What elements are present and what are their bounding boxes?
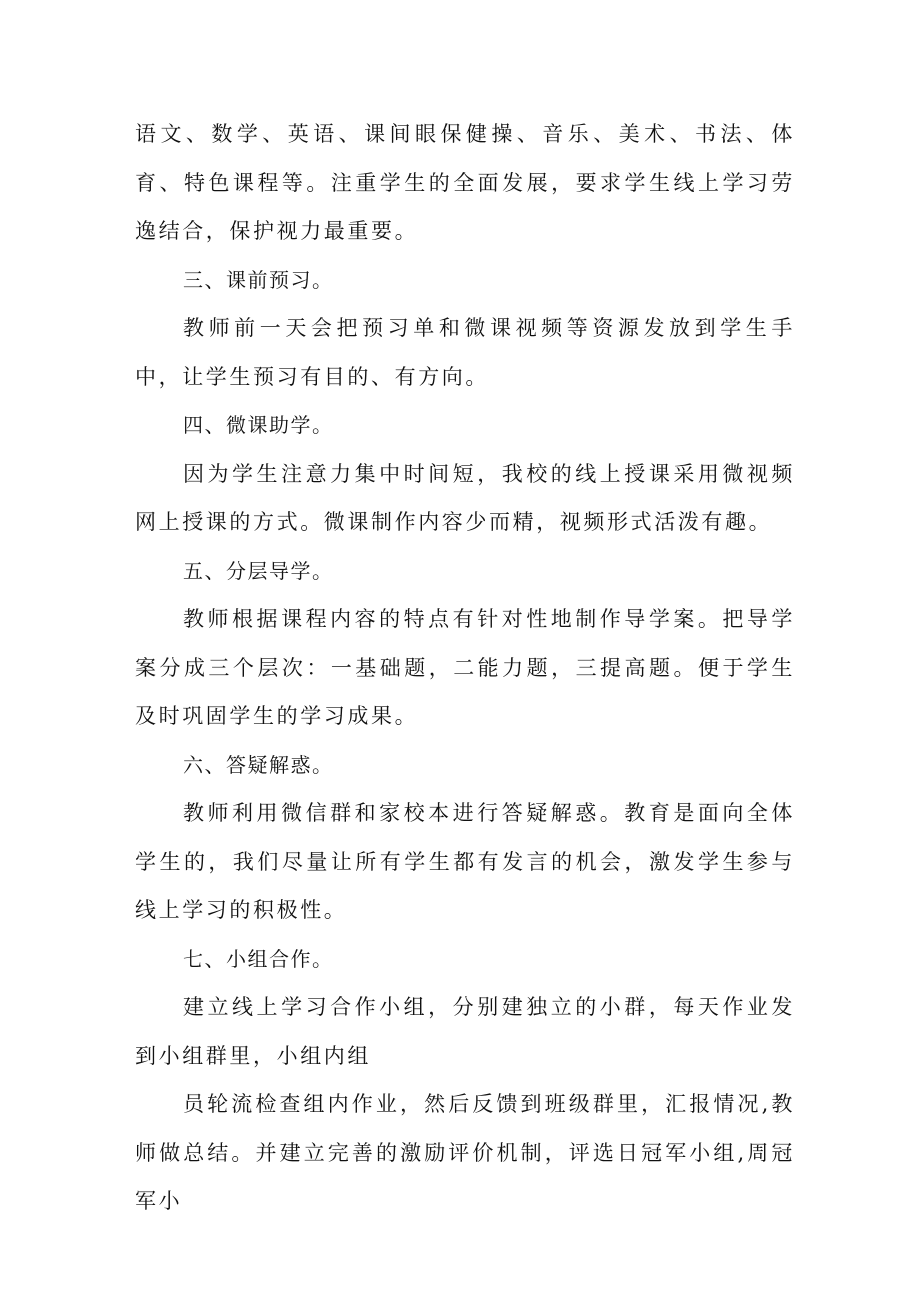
paragraph-subjects: 语文、数学、英语、课间眼保健操、音乐、美术、书法、体育、特色课程等。注重学生的全面发展，要求学生线上学习劳逸结合，保护视力最重要。 <box>135 122 795 243</box>
paragraph-q-and-a: 教师利用微信群和家校本进行答疑解惑。教育是面向全体学生的，我们尽量让所有学生都有发言的机会，激发学生参与线上学习的积极性。 <box>135 801 795 922</box>
heading-tiered-guidance: 五、分层导学。 <box>183 558 334 583</box>
heading-q-and-a: 六、答疑解惑。 <box>183 752 334 777</box>
paragraph-group-cooperation: 建立线上学习合作小组，分别建独立的小群，每天作业发到小组群里，小组内组 <box>135 995 795 1068</box>
heading-group-cooperation: 七、小组合作。 <box>183 946 334 971</box>
paragraph-tiered-guidance: 教师根据课程内容的特点有针对性地制作导学案。把导学案分成三个层次：一基础题，二能力题，三提高题。便于学生及时巩固学生的学习成果。 <box>135 607 795 728</box>
heading-preview: 三、课前预习。 <box>183 267 334 292</box>
heading-micro-lessons: 四、微课助学。 <box>183 413 334 437</box>
paragraph-micro-lessons: 因为学生注意力集中时间短，我校的线上授课采用微视频网上授课的方式。微课制作内容少而精，视频形式活泼有趣。 <box>135 461 795 534</box>
paragraph-group-cooperation-continued: 员轮流检查组内作业，然后反馈到班级群里，汇报情况,教师做总结。并建立完善的激励评价机制，评选日冠军小组,周冠军小 <box>135 1092 795 1213</box>
document-body <box>135 110 795 1226</box>
paragraph-preview: 教师前一天会把预习单和微课视频等资源发放到学生手中，让学生预习有目的、有方向。 <box>135 316 795 389</box>
